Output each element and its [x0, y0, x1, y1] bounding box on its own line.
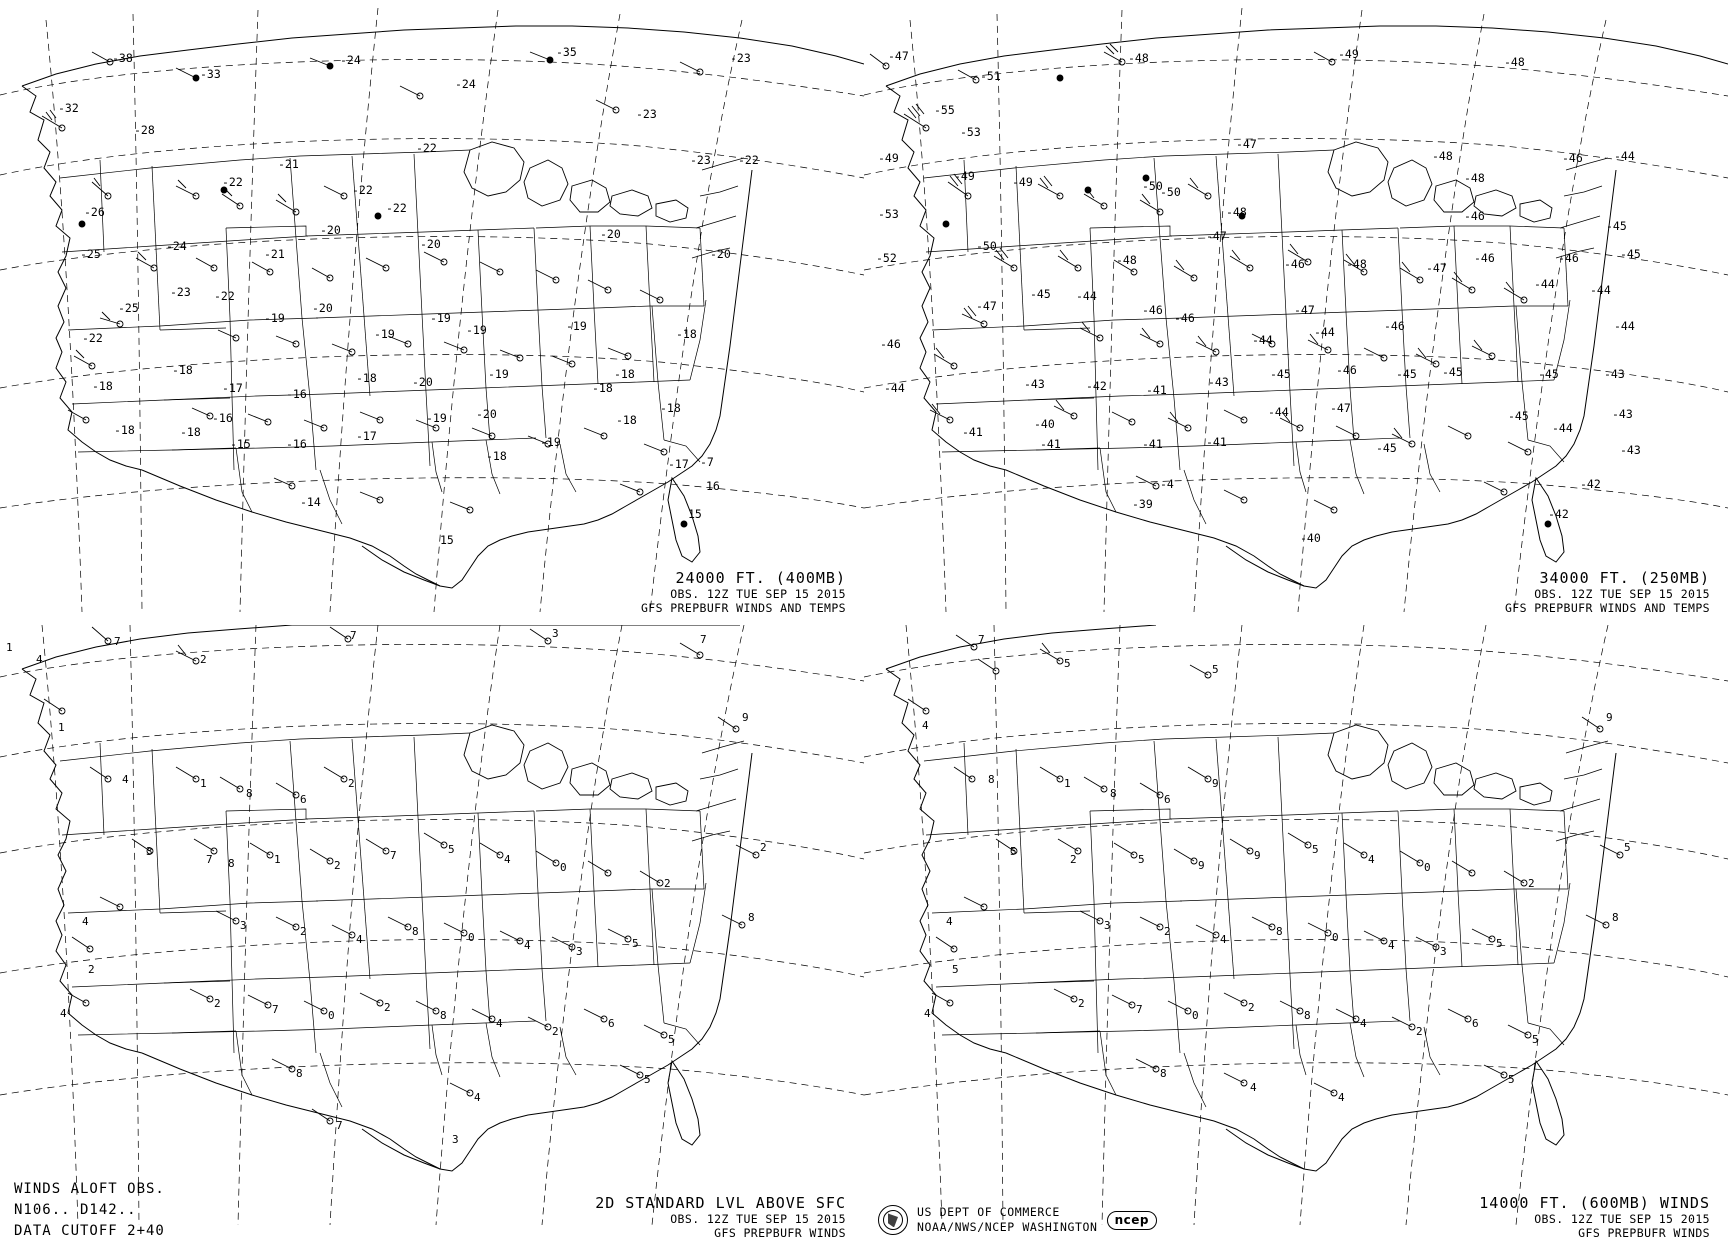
svg-text:4: 4	[496, 1017, 503, 1030]
svg-text:-48: -48	[1116, 253, 1137, 267]
svg-text:2: 2	[552, 1025, 559, 1038]
svg-text:-44: -44	[1076, 289, 1097, 303]
svg-text:-49: -49	[1012, 175, 1033, 189]
svg-text:-51: -51	[980, 69, 1001, 83]
svg-text:-40: -40	[1034, 417, 1055, 431]
svg-text:9: 9	[1254, 849, 1261, 862]
svg-text:-53: -53	[878, 207, 899, 221]
svg-text:5: 5	[1138, 853, 1145, 866]
svg-text:-45: -45	[1396, 367, 1417, 381]
svg-text:-32: -32	[58, 101, 79, 115]
svg-text:2: 2	[1164, 925, 1171, 938]
svg-text:-44: -44	[884, 381, 905, 395]
svg-text:4: 4	[1368, 853, 1375, 866]
svg-text:8: 8	[440, 1009, 447, 1022]
panel-caption	[641, 569, 846, 615]
svg-text:-48: -48	[1226, 205, 1247, 219]
svg-text:8: 8	[246, 787, 253, 800]
svg-text:-40: -40	[1300, 531, 1321, 545]
svg-text:-47: -47	[1236, 137, 1257, 151]
svg-text:-35: -35	[556, 45, 577, 59]
svg-text:-17: -17	[356, 429, 377, 443]
svg-text:-19: -19	[426, 411, 447, 425]
note-line-2: N106.. D142..	[14, 1202, 137, 1218]
panel-obs-line: OBS. 12Z TUE SEP 15 2015	[1534, 1211, 1710, 1226]
svg-text:7: 7	[700, 633, 707, 646]
svg-text:7: 7	[336, 1119, 343, 1132]
svg-text:-48: -48	[1464, 171, 1485, 185]
svg-text:5: 5	[1496, 937, 1503, 950]
svg-text:4: 4	[524, 939, 531, 952]
svg-text:1: 1	[6, 641, 13, 654]
svg-text:-19: -19	[566, 319, 587, 333]
svg-text:-44: -44	[1552, 421, 1573, 435]
panel-obs-line: OBS. 12Z TUE SEP 15 2015	[670, 586, 846, 601]
svg-text:1: 1	[58, 721, 65, 734]
svg-text:-42: -42	[1580, 477, 1601, 491]
svg-text:8: 8	[228, 857, 235, 870]
svg-text:-47: -47	[1426, 261, 1447, 275]
svg-text:9: 9	[1212, 777, 1219, 790]
panel-title: 34000 FT. (250MB)	[1539, 568, 1710, 587]
svg-text:-22: -22	[416, 141, 437, 155]
svg-text:2: 2	[334, 859, 341, 872]
svg-text:-43: -43	[1620, 443, 1641, 457]
svg-text:-22: -22	[352, 183, 373, 197]
svg-text:8: 8	[1304, 1009, 1311, 1022]
svg-text:9: 9	[742, 711, 749, 724]
winds-aloft-notes	[14, 1179, 165, 1242]
svg-text:4: 4	[122, 773, 129, 786]
svg-text:-19: -19	[488, 367, 509, 381]
svg-text:4: 4	[60, 1007, 67, 1020]
svg-text:-49: -49	[878, 151, 899, 165]
panel-14000ft-600mb	[864, 625, 1728, 1250]
panel-obs-line: OBS. 12Z TUE SEP 15 2015	[1534, 586, 1710, 601]
svg-text:5: 5	[668, 1033, 675, 1046]
svg-text:-18: -18	[92, 379, 113, 393]
svg-text:-49: -49	[954, 169, 975, 183]
svg-text:-52: -52	[876, 251, 897, 265]
svg-text:-45: -45	[1620, 247, 1641, 261]
svg-text:-23: -23	[690, 153, 711, 167]
svg-text:-15: -15	[230, 437, 251, 451]
svg-text:7: 7	[272, 1003, 279, 1016]
svg-text:-50: -50	[1160, 185, 1181, 199]
panel-source-line: GFS PREPBUFR WINDS	[714, 1225, 846, 1240]
svg-text:5: 5	[1624, 841, 1631, 854]
svg-text:-47: -47	[1294, 303, 1315, 317]
svg-text:-33: -33	[200, 67, 221, 81]
agency-line-1: US DEPT OF COMMERCE	[917, 1204, 1060, 1219]
panel-caption	[595, 1194, 846, 1240]
panel-title: 2D STANDARD LVL ABOVE SFC	[595, 1193, 846, 1212]
svg-text:-25: -25	[80, 247, 101, 261]
panel-2d-standard-level	[0, 625, 864, 1250]
map-graphic	[0, 0, 864, 625]
note-line-1: WINDS ALOFT OBS.	[14, 1181, 165, 1197]
svg-text:-18: -18	[592, 381, 613, 395]
svg-text:-24: -24	[455, 77, 476, 91]
svg-text:5: 5	[1532, 1033, 1539, 1046]
svg-text:-17: -17	[222, 381, 243, 395]
svg-text:-28: -28	[134, 123, 155, 137]
svg-text:7: 7	[1136, 1003, 1143, 1016]
svg-text:-21: -21	[278, 157, 299, 171]
svg-text:-41: -41	[1206, 435, 1227, 449]
panel-source-line: GFS PREPBUFR WINDS AND TEMPS	[640, 600, 846, 615]
svg-text:7: 7	[114, 635, 121, 648]
svg-text:5: 5	[1508, 1073, 1515, 1086]
svg-text:-19: -19	[466, 323, 487, 337]
svg-text:2: 2	[1070, 853, 1077, 866]
note-line-3: DATA CUTOFF 2+40	[14, 1223, 165, 1239]
agency-line-2: NOAA/NWS/NCEP WASHINGTON	[917, 1220, 1098, 1235]
svg-text:3: 3	[452, 1133, 459, 1146]
agency-credit	[878, 1205, 1157, 1236]
svg-text:8: 8	[296, 1067, 303, 1080]
svg-text:-17: -17	[668, 457, 689, 471]
svg-text:3: 3	[240, 919, 247, 932]
svg-text:-46: -46	[1558, 251, 1579, 265]
svg-text:4: 4	[946, 915, 953, 928]
svg-text:2: 2	[1416, 1025, 1423, 1038]
svg-text:-47: -47	[1206, 229, 1227, 243]
svg-text:2: 2	[300, 925, 307, 938]
svg-text:-45: -45	[1270, 367, 1291, 381]
svg-text:-46: -46	[1474, 251, 1495, 265]
svg-text:2: 2	[348, 777, 355, 790]
svg-text:5: 5	[1212, 663, 1219, 676]
svg-text:8: 8	[1160, 1067, 1167, 1080]
svg-text:0: 0	[328, 1009, 335, 1022]
ncep-logo-icon: ncep	[1107, 1211, 1157, 1230]
svg-text:-20: -20	[600, 227, 621, 241]
svg-text:-41: -41	[1146, 383, 1167, 397]
panel-caption	[1479, 1194, 1710, 1240]
svg-text:-18: -18	[180, 425, 201, 439]
svg-text:4: 4	[1388, 939, 1395, 952]
svg-text:-41: -41	[1142, 437, 1163, 451]
svg-text:-45: -45	[1376, 441, 1397, 455]
svg-text:8: 8	[748, 911, 755, 924]
svg-text:-45: -45	[1606, 219, 1627, 233]
svg-text:4: 4	[504, 853, 511, 866]
svg-text:2: 2	[760, 841, 767, 854]
svg-text:6: 6	[1164, 793, 1171, 806]
svg-text:4: 4	[36, 653, 43, 666]
svg-text:-4: -4	[1160, 477, 1174, 491]
svg-text:-53: -53	[960, 125, 981, 139]
svg-text:-18: -18	[114, 423, 135, 437]
svg-text:-19: -19	[430, 311, 451, 325]
svg-text:4: 4	[356, 933, 363, 946]
svg-text:-47: -47	[976, 299, 997, 313]
svg-text:15: 15	[688, 507, 702, 521]
svg-text:16: 16	[706, 479, 720, 493]
svg-text:-18: -18	[172, 363, 193, 377]
svg-text:-39: -39	[1132, 497, 1153, 511]
svg-text:-45: -45	[1442, 365, 1463, 379]
svg-text:-46: -46	[880, 337, 901, 351]
svg-text:-47: -47	[1330, 401, 1351, 415]
svg-text:-44: -44	[1614, 149, 1635, 163]
svg-text:3: 3	[1440, 945, 1447, 958]
svg-text:-23: -23	[730, 51, 751, 65]
svg-text:-45: -45	[1508, 409, 1529, 423]
svg-text:-25: -25	[118, 301, 139, 315]
map-graphic	[864, 625, 1728, 1250]
svg-text:-43: -43	[1612, 407, 1633, 421]
svg-text:8: 8	[1276, 925, 1283, 938]
svg-text:7: 7	[390, 849, 397, 862]
svg-text:7: 7	[978, 633, 985, 646]
svg-text:-18: -18	[660, 401, 681, 415]
svg-text:5: 5	[1064, 657, 1071, 670]
svg-text:-48: -48	[1504, 55, 1525, 69]
svg-text:0: 0	[1424, 861, 1431, 874]
svg-text:2: 2	[1528, 877, 1535, 890]
svg-text:-16: -16	[286, 387, 307, 401]
svg-text:4: 4	[82, 915, 89, 928]
panel-title: 24000 FT. (400MB)	[675, 568, 846, 587]
svg-text:5: 5	[632, 937, 639, 950]
svg-text:-44: -44	[1590, 283, 1611, 297]
svg-text:4: 4	[1220, 933, 1227, 946]
svg-text:-46: -46	[1384, 319, 1405, 333]
svg-text:-43: -43	[1208, 375, 1229, 389]
svg-text:5: 5	[448, 843, 455, 856]
svg-text:8: 8	[1110, 787, 1117, 800]
panel-source-line: GFS PREPBUFR WINDS	[1578, 1225, 1710, 1240]
svg-text:-20: -20	[710, 247, 731, 261]
svg-text:0: 0	[468, 931, 475, 944]
svg-text:-47: -47	[888, 49, 909, 63]
svg-text:8: 8	[1612, 911, 1619, 924]
svg-text:4: 4	[922, 719, 929, 732]
svg-text:-44: -44	[1614, 319, 1635, 333]
svg-text:-44: -44	[1534, 277, 1555, 291]
svg-text:-46: -46	[1464, 209, 1485, 223]
svg-text:5: 5	[644, 1073, 651, 1086]
svg-text:-22: -22	[214, 289, 235, 303]
svg-text:-21: -21	[264, 247, 285, 261]
svg-text:8: 8	[988, 773, 995, 786]
svg-text:3: 3	[1104, 919, 1111, 932]
svg-text:7: 7	[206, 853, 213, 866]
svg-text:-41: -41	[1040, 437, 1061, 451]
svg-text:-22: -22	[738, 153, 759, 167]
svg-text:-22: -22	[386, 201, 407, 215]
svg-text:0: 0	[560, 861, 567, 874]
svg-text:6: 6	[1472, 1017, 1479, 1030]
svg-text:-48: -48	[1128, 51, 1149, 65]
svg-text:-20: -20	[412, 375, 433, 389]
svg-text:-46: -46	[1562, 151, 1583, 165]
svg-text:-14: -14	[300, 495, 321, 509]
svg-text:-44: -44	[1268, 405, 1289, 419]
svg-text:-46: -46	[1336, 363, 1357, 377]
svg-text:2: 2	[384, 1001, 391, 1014]
svg-text:0: 0	[1332, 931, 1339, 944]
svg-text:-45: -45	[1538, 367, 1559, 381]
svg-text:-16: -16	[286, 437, 307, 451]
svg-text:-23: -23	[636, 107, 657, 121]
panel-obs-line: OBS. 12Z TUE SEP 15 2015	[670, 1211, 846, 1226]
svg-text:7: 7	[350, 629, 357, 642]
svg-text:-46: -46	[1284, 257, 1305, 271]
svg-text:-24: -24	[340, 53, 361, 67]
svg-text:5: 5	[1312, 843, 1319, 856]
svg-text:-43: -43	[1604, 367, 1625, 381]
svg-text:-43: -43	[1024, 377, 1045, 391]
svg-text:-46: -46	[1174, 311, 1195, 325]
svg-text:5: 5	[952, 963, 959, 976]
panel-title: 14000 FT. (600MB) WINDS	[1479, 1193, 1710, 1212]
svg-text:-38: -38	[112, 51, 133, 65]
panel-source-line: GFS PREPBUFR WINDS AND TEMPS	[1504, 600, 1710, 615]
svg-text:9: 9	[1606, 711, 1613, 724]
svg-text:-20: -20	[312, 301, 333, 315]
svg-text:-18: -18	[676, 327, 697, 341]
svg-text:3: 3	[552, 627, 559, 640]
svg-text:-16: -16	[212, 411, 233, 425]
svg-text:2: 2	[1248, 1001, 1255, 1014]
panel-caption	[1505, 569, 1710, 615]
svg-text:-48: -48	[1432, 149, 1453, 163]
svg-text:8: 8	[412, 925, 419, 938]
panel-34000ft-250mb	[864, 0, 1728, 625]
svg-text:2: 2	[200, 653, 207, 666]
svg-text:1: 1	[200, 777, 207, 790]
svg-text:3: 3	[576, 945, 583, 958]
svg-text:3: 3	[146, 845, 153, 858]
svg-text:-18: -18	[486, 449, 507, 463]
svg-text:6: 6	[300, 793, 307, 806]
svg-text:2: 2	[214, 997, 221, 1010]
svg-text:1: 1	[274, 853, 281, 866]
svg-text:-44: -44	[1252, 333, 1273, 347]
svg-text:-20: -20	[420, 237, 441, 251]
svg-text:-7: -7	[700, 455, 714, 469]
svg-text:-42: -42	[1548, 507, 1569, 521]
svg-text:6: 6	[608, 1017, 615, 1030]
svg-text:1: 1	[1064, 777, 1071, 790]
svg-text:-18: -18	[356, 371, 377, 385]
panel-24000ft-400mb	[0, 0, 864, 625]
map-graphic	[864, 0, 1728, 625]
svg-text:2: 2	[88, 963, 95, 976]
svg-text:-19: -19	[264, 311, 285, 325]
svg-text:4: 4	[474, 1091, 481, 1104]
svg-text:-42: -42	[1086, 379, 1107, 393]
svg-text:-24: -24	[166, 239, 187, 253]
svg-text:-48: -48	[1346, 257, 1367, 271]
svg-text:-20: -20	[320, 223, 341, 237]
svg-text:-46: -46	[1142, 303, 1163, 317]
svg-text:-23: -23	[170, 285, 191, 299]
svg-text:-22: -22	[82, 331, 103, 345]
map-graphic	[0, 625, 864, 1250]
svg-text:5: 5	[1010, 845, 1017, 858]
svg-text:-45: -45	[1030, 287, 1051, 301]
noaa-seal-icon	[878, 1205, 908, 1235]
svg-text:-41: -41	[962, 425, 983, 439]
svg-text:2: 2	[1078, 997, 1085, 1010]
svg-text:9: 9	[1198, 859, 1205, 872]
svg-text:-19: -19	[540, 435, 561, 449]
svg-text:-18: -18	[614, 367, 635, 381]
svg-text:0: 0	[1192, 1009, 1199, 1022]
svg-text:-50: -50	[976, 239, 997, 253]
svg-text:-44: -44	[1314, 325, 1335, 339]
svg-text:-50: -50	[1142, 179, 1163, 193]
svg-text:-26: -26	[84, 205, 105, 219]
svg-text:4: 4	[1250, 1081, 1257, 1094]
svg-text:-55: -55	[934, 103, 955, 117]
svg-text:4: 4	[1360, 1017, 1367, 1030]
svg-text:-22: -22	[222, 175, 243, 189]
svg-text:4: 4	[1338, 1091, 1345, 1104]
svg-text:4: 4	[924, 1007, 931, 1020]
svg-text:-49: -49	[1338, 47, 1359, 61]
svg-text:-19: -19	[374, 327, 395, 341]
svg-text:2: 2	[664, 877, 671, 890]
svg-text:15: 15	[440, 533, 454, 547]
svg-text:-20: -20	[476, 407, 497, 421]
svg-text:-18: -18	[616, 413, 637, 427]
